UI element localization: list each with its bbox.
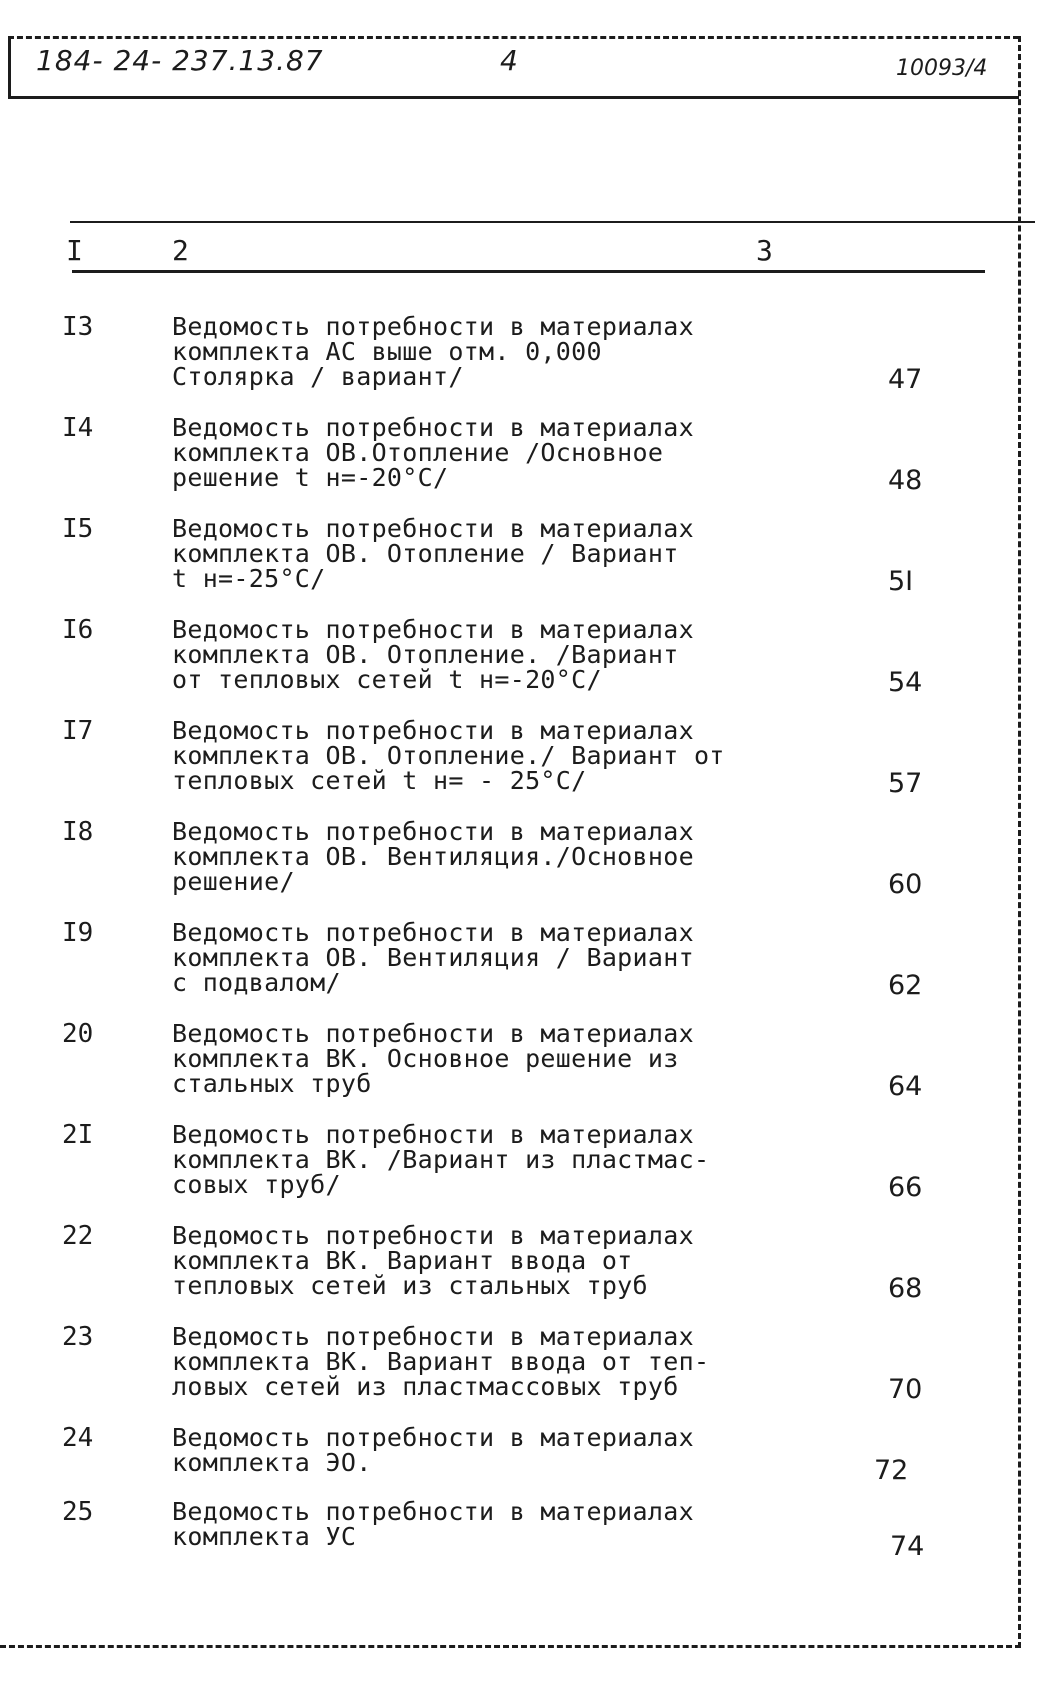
row-title: Ведомость потребности в материалах комплекта ВК. Вариант ввода от тепловых сетей из стальных труб xyxy=(172,1221,694,1300)
table-row xyxy=(0,411,1055,512)
row-page: 64 xyxy=(888,1071,923,1102)
row-title: Ведомость потребности в материалах комплекта АС выше отм. 0,000 Столярка / вариант/ xyxy=(172,312,694,391)
table-row xyxy=(0,714,1055,815)
row-number: 24 xyxy=(62,1423,94,1453)
archive-number: 10093/4 xyxy=(896,56,988,81)
row-page: 48 xyxy=(888,465,923,496)
row-page: 54 xyxy=(888,667,923,698)
frame-left-border xyxy=(8,36,11,98)
table-top-rule xyxy=(70,221,1035,223)
table-row xyxy=(0,916,1055,1017)
table-row xyxy=(0,815,1055,916)
row-number: I4 xyxy=(62,413,94,443)
row-page: 68 xyxy=(888,1273,923,1304)
row-number: I3 xyxy=(62,312,94,342)
table-row xyxy=(0,310,1055,411)
table-row xyxy=(0,512,1055,613)
row-page: 66 xyxy=(888,1172,923,1203)
row-title: Ведомость потребности в материалах комплекта ОВ. Отопление / Вариант t н=-25°С/ xyxy=(172,514,694,593)
row-number: I5 xyxy=(62,514,94,544)
row-title: Ведомость потребности в материалах комплекта ОВ. Вентиляция / Вариант с подвалом/ xyxy=(172,918,694,997)
table-row xyxy=(0,1495,1055,1569)
row-page: 60 xyxy=(888,869,923,900)
row-number: 23 xyxy=(62,1322,94,1352)
row-page: 47 xyxy=(888,364,923,395)
row-title: Ведомость потребности в материалах комплекта ОВ. Вентиляция./Основное решение/ xyxy=(172,817,694,896)
row-number: 2I xyxy=(62,1120,94,1150)
column-header-page: 3 xyxy=(756,234,773,267)
stamp-bottom-border xyxy=(8,96,1019,99)
table-row xyxy=(0,1118,1055,1219)
row-number: I9 xyxy=(62,918,94,948)
row-number: I8 xyxy=(62,817,94,847)
row-number: I6 xyxy=(62,615,94,645)
table-header-rule xyxy=(72,270,985,273)
frame-top-border xyxy=(8,36,1019,39)
row-title: Ведомость потребности в материалах комплекта ОВ. Отопление. /Вариант от тепловых сетей t н=-20°С/ xyxy=(172,615,694,694)
row-page: 70 xyxy=(888,1374,923,1405)
column-header-title: 2 xyxy=(172,234,189,267)
row-title: Ведомость потребности в материалах комплекта ОВ. Отопление./ Вариант от тепловых сетей t н= - 25°С/ xyxy=(172,716,725,795)
table-row xyxy=(0,1017,1055,1118)
row-title: Ведомость потребности в материалах комплекта ВК. Основное решение из стальных труб xyxy=(172,1019,694,1098)
table-row xyxy=(0,1219,1055,1320)
sheet-number: 4 xyxy=(500,44,518,77)
table-row xyxy=(0,1421,1055,1495)
table-row xyxy=(0,613,1055,714)
row-page: 72 xyxy=(874,1455,909,1486)
row-title: Ведомость потребности в материалах комплекта ВК. /Вариант из пластмас- совых труб/ xyxy=(172,1120,710,1199)
row-number: 20 xyxy=(62,1019,94,1049)
table-row xyxy=(0,1320,1055,1421)
row-title: Ведомость потребности в материалах комплекта ВК. Вариант ввода от теп- ловых сетей из пластмассовых труб xyxy=(172,1322,710,1401)
row-page: 57 xyxy=(888,768,923,799)
column-header-number: I xyxy=(66,234,83,267)
row-page: 62 xyxy=(888,970,923,1001)
row-page: 5I xyxy=(888,566,914,597)
document-code: 184- 24- 237.13.87 xyxy=(36,44,324,77)
row-number: I7 xyxy=(62,716,94,746)
row-title: Ведомость потребности в материалах комплекта ЭО. xyxy=(172,1423,694,1477)
row-title: Ведомость потребности в материалах комплекта ОВ.Отопление /Основное решение t н=-20°С/ xyxy=(172,413,694,492)
row-number: 22 xyxy=(62,1221,94,1251)
row-page: 74 xyxy=(890,1531,925,1562)
row-number: 25 xyxy=(62,1497,94,1527)
row-title: Ведомость потребности в материалах комплекта УС xyxy=(172,1497,694,1551)
frame-bottom-border xyxy=(0,1645,1021,1648)
contents-table xyxy=(0,310,1055,1569)
